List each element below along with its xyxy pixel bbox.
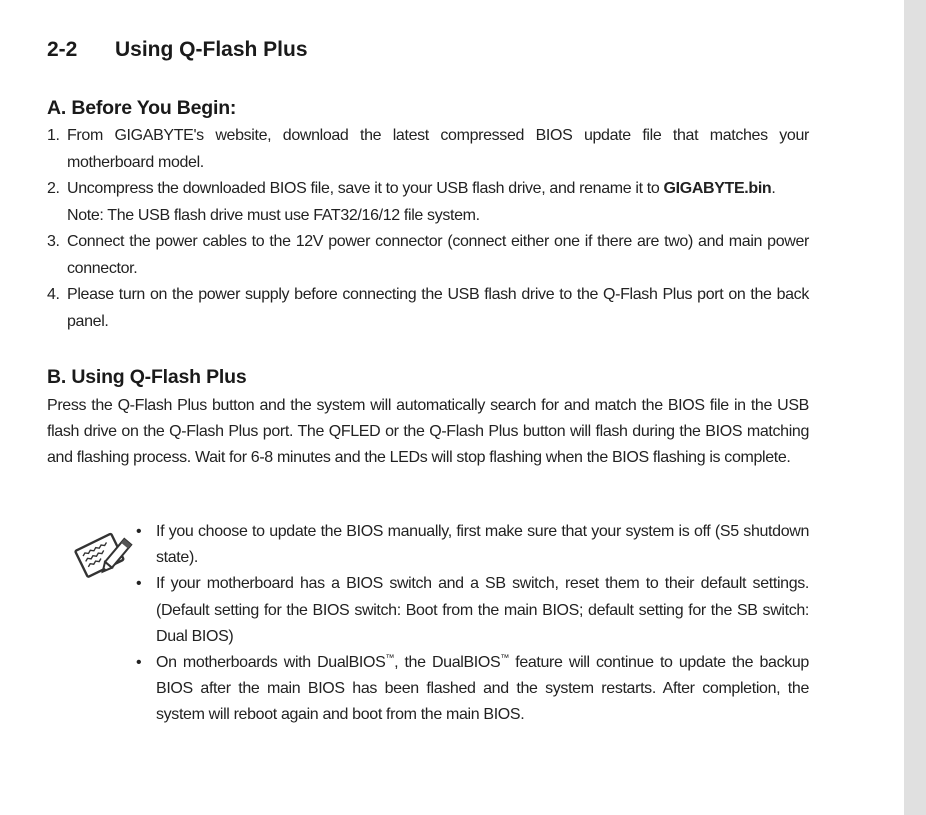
step-number: 2. (47, 180, 60, 197)
list-item (135, 650, 809, 729)
step-note: Note: The USB flash drive must use FAT32/16/12 file system. (67, 206, 480, 224)
scrollbar-gutter[interactable] (904, 0, 926, 815)
note-text: If you choose to update the BIOS manually, first make sure that your system is off (S5 shutdown state). (156, 523, 809, 567)
list-item (47, 123, 809, 176)
step-text: Uncompress the downloaded BIOS file, save it to your USB flash drive, and rename it to (67, 180, 664, 197)
trademark-symbol: ™ (500, 652, 509, 663)
step-text-line (67, 176, 809, 203)
section-title (47, 38, 308, 62)
bullet: • (136, 654, 142, 672)
step-number: 4. (47, 286, 60, 303)
file-name: GIGABYTE.bin (663, 180, 772, 197)
before-you-begin-heading: A. Before You Begin: (47, 97, 237, 119)
note-text-part: , the DualBIOS (394, 654, 501, 672)
step-text: Connect the power cables to the 12V power connector (connect either one if there are two) and main power connector. (67, 233, 809, 277)
before-you-begin-steps (47, 123, 809, 335)
list-item (47, 229, 809, 282)
note-pencil-icon (74, 523, 134, 583)
step-text: Please turn on the power supply before connecting the USB flash drive to the Q-Flash Plus port on the back panel. (67, 286, 809, 330)
step-number: 1. (47, 127, 60, 144)
list-item (47, 176, 809, 229)
bullet: • (136, 575, 142, 593)
using-qflash-heading: B. Using Q-Flash Plus (47, 366, 247, 388)
list-item (135, 571, 809, 650)
step-text: From GIGABYTE's website, download the latest compressed BIOS update file that matches your motherboard model. (67, 127, 809, 171)
list-item (135, 519, 809, 571)
note-text-part: feature will continue to update the backup BIOS after the main BIOS has been flashed and the system restarts. After completion, the system will reboot again and boot from the main BIOS. (156, 654, 809, 724)
list-item (47, 282, 809, 335)
notes-list (135, 519, 809, 729)
step-number: 3. (47, 233, 60, 250)
using-qflash-paragraph: Press the Q-Flash Plus button and the system will automatically search for and match the BIOS file in the USB flash drive on the Q-Flash Plus port. The QFLED or the Q-Flash Plus button will flash during the BIOS matching and flashing process. Wait for 6-8 minutes and the LEDs will stop flashing when the BIOS flashing is complete. (47, 397, 809, 466)
trademark-symbol: ™ (385, 652, 395, 663)
bullet: • (136, 523, 142, 540)
section-title-text: Using Q-Flash Plus (115, 38, 308, 61)
step-text-suffix: . (771, 180, 776, 197)
section-number: 2-2 (47, 38, 78, 61)
note-text: If your motherboard has a BIOS switch and a SB switch, reset them to their default settings. (Default setting for the BIOS switch: Boot from the main BIOS; default setting for the SB switch: Dual BIOS) (156, 575, 809, 645)
note-text-part: On motherboards with DualBIOS (156, 654, 386, 672)
